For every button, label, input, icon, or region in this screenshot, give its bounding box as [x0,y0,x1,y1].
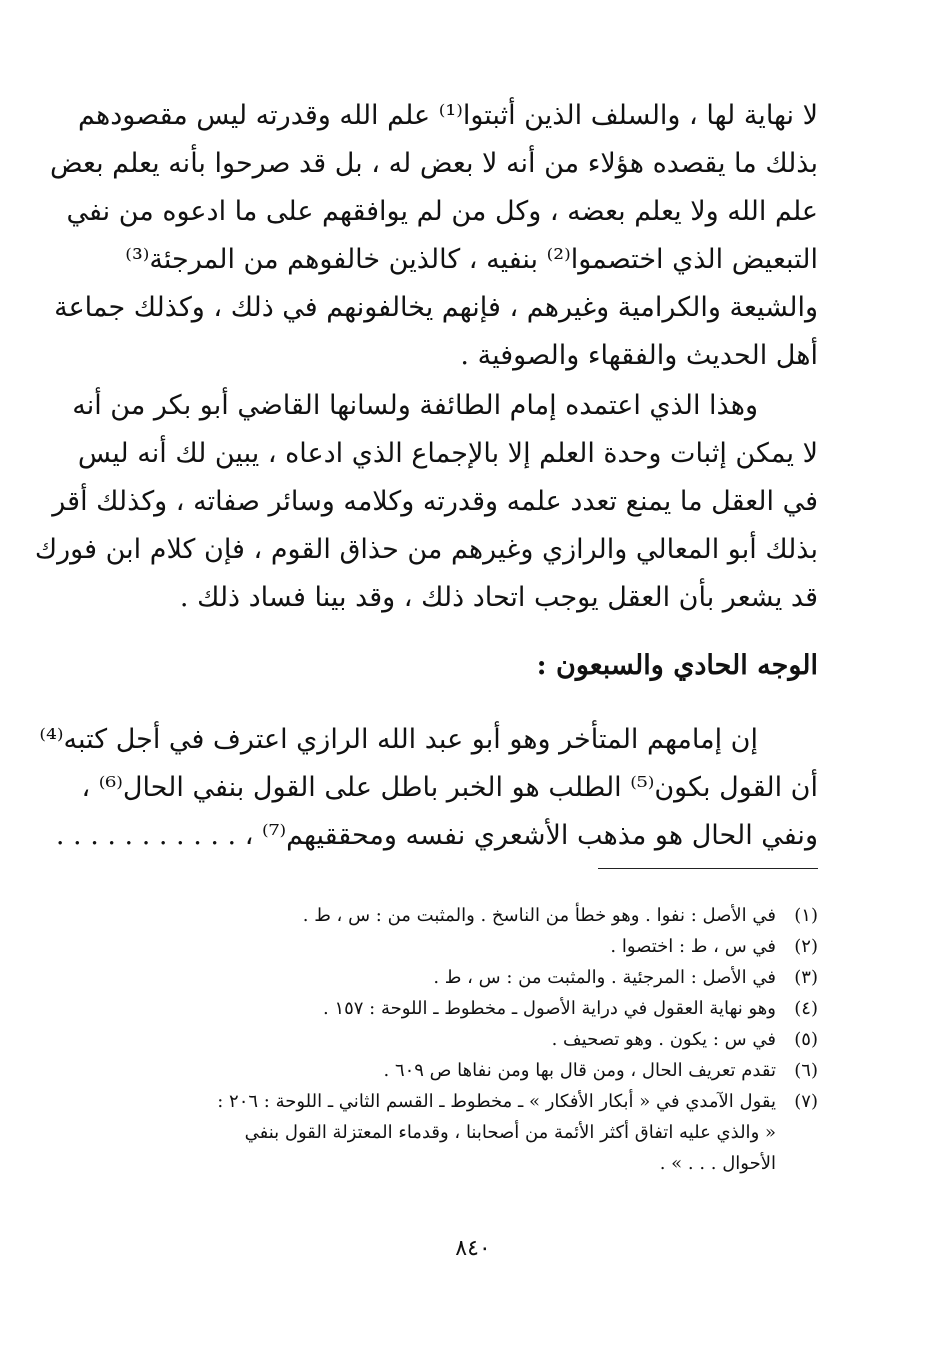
footnote-text: في س ، ط : اختصوا . [610,936,776,957]
footnote-continuation: « والذي عليه اتفاق أكثر الأئمة من أصحابنا ، وقدماء المعتزلة القول بنفي [244,1122,776,1143]
footnote-text: في الأصل : نفوا . وهو خطأ من الناسخ . والمثبت من : س ، ط . [302,905,776,926]
footnote [108,993,818,1024]
text-line: أهل الحديث والفقهاء والصوفية . [460,340,818,371]
paragraph-3 [39,716,818,860]
text-line: لا نهاية لها ، والسلف الذين أثبتوا⁽¹⁾ علم الله وقدرته ليس مقصودهم [78,100,818,131]
footnote [108,931,818,962]
footnote-number: (٦) [794,1060,818,1081]
footnote [108,900,818,931]
text-line: وهذا الذي اعتمده إمام الطائفة ولسانها القاضي أبو بكر من أنه [72,390,758,421]
footnote-number: (١) [794,905,818,926]
footnotes [108,900,818,1179]
text-line: قد يشعر بأن العقل يوجب اتحاد ذلك ، وقد بينا فساد ذلك . [179,582,818,613]
footnote-text: في س : يكون . وهو تصحيف . [551,1029,776,1050]
text-line: ونفي الحال هو مذهب الأشعري نفسه ومحققيهم⁽⁷⁾ ، . . . . . . . . . . . [55,820,818,851]
footnote-number: (٥) [794,1029,818,1050]
footnote [108,962,818,993]
footnote [108,1086,818,1117]
footnote-text: وهو نهاية العقول في دراية الأصول ـ مخطوط ـ اللوحة : ١٥٧ . [322,998,776,1019]
paragraph-1 [49,92,818,380]
page-number: ٨٤٠ [455,1236,491,1261]
footnote-separator [598,868,818,869]
text-line: في العقل ما يمنع تعدد علمه وقدرته وكلامه وسائر صفاته ، وكذلك أقر [52,486,818,517]
footnote [108,1055,818,1086]
section-heading: الوجه الحادي والسبعون : [536,650,818,681]
footnote-number: (٣) [794,967,818,988]
text-line: إن إمامهم المتأخر وهو أبو عبد الله الرازي اعترف في أجل كتبه⁽⁴⁾ [39,724,758,755]
text-line: لا يمكن إثبات وحدة العلم إلا بالإجماع الذي ادعاه ، يبين لك أنه ليس [77,438,818,469]
footnote-text: يقول الآمدي في « أبكار الأفكار » ـ مخطوط ـ القسم الثاني ـ اللوحة : ٢٠٦ : [217,1091,776,1112]
footnote-number: (٢) [794,936,818,957]
text-line: علم الله ولا يعلم بعضه ، وكل من لم يوافقهم على ما ادعوه من نفي [66,196,818,227]
paragraph-2 [34,382,818,622]
footnote-text: تقدم تعريف الحال ، ومن قال بها ومن نفاها ص ٦٠٩ . [383,1060,776,1081]
footnote-number: (٧) [794,1091,818,1112]
footnote [108,1024,818,1055]
text-line: والشيعة والكرامية وغيرهم ، فإنهم يخالفونهم في ذلك ، وكذلك جماعة [54,292,818,323]
text-line: بذلك أبو المعالي والرازي وغيرهم من حذاق القوم ، فإن كلام ابن فورك [34,534,818,565]
text-line: التبعيض الذي اختصموا⁽²⁾ بنفيه ، كالذين خالفوهم من المرجئة⁽³⁾ [125,244,818,275]
footnote-text: في الأصل : المرجئية . والمثبت من : س ، ط . [433,967,776,988]
text-line: بذلك ما يقصده هؤلاء من أنه لا بعض له ، بل قد صرحوا بأنه يعلم بعض [49,148,818,179]
footnote-number: (٤) [794,998,818,1019]
footnote-continuation: الأحوال . . . » . [659,1153,776,1174]
text-line: أن القول بكون⁽⁵⁾ الطلب هو الخبر باطل على القول بنفي الحال⁽⁶⁾ ، [81,772,818,803]
